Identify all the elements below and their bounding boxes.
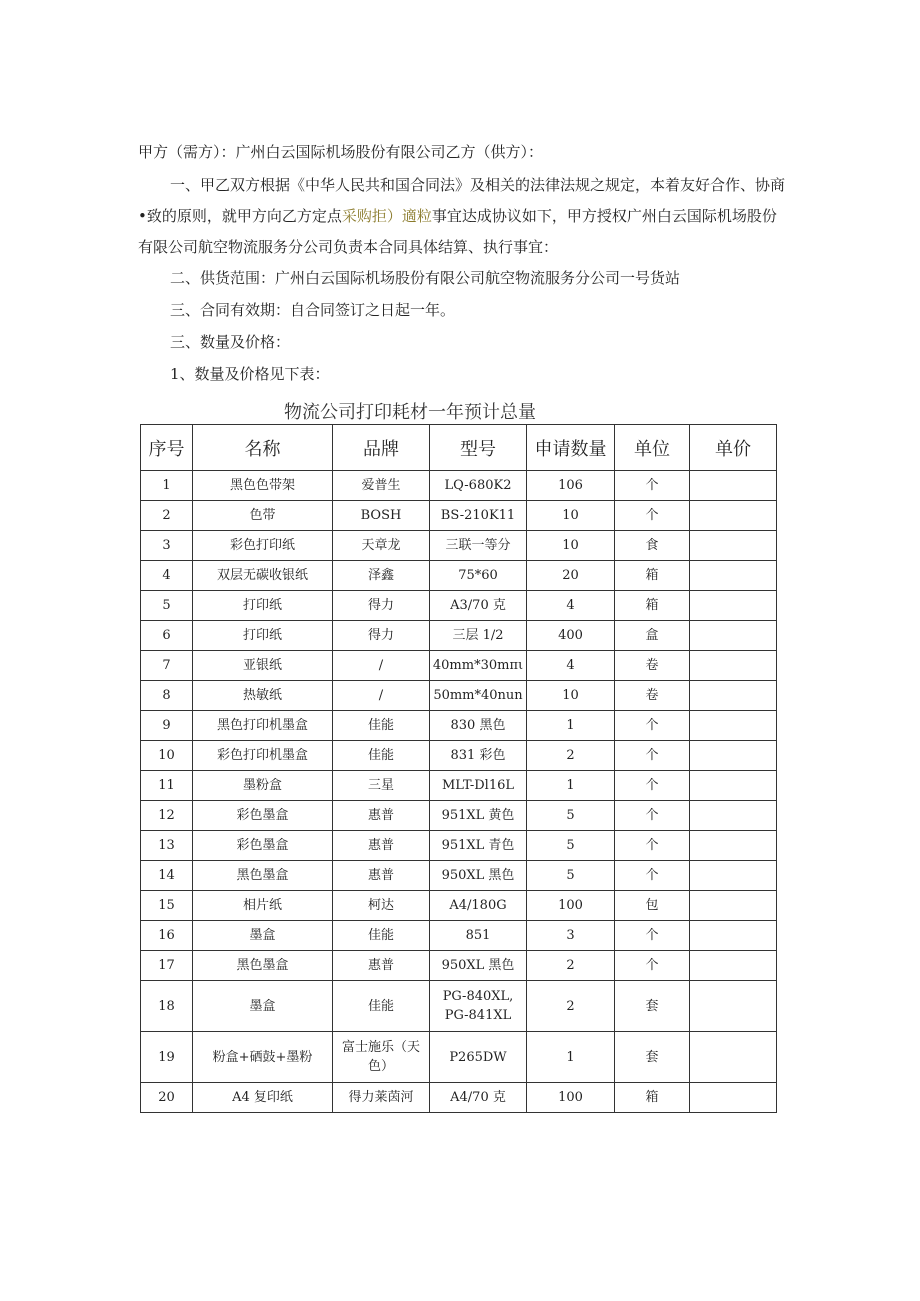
cell-brand: / (333, 651, 430, 681)
cell-unit-price (690, 681, 777, 711)
cell-model: 三层 1/2 (430, 621, 527, 651)
cell-seq: 13 (141, 831, 193, 861)
cell-seq: 19 (141, 1032, 193, 1083)
cell-brand: 佳能 (333, 921, 430, 951)
cell-unit: 个 (615, 501, 690, 531)
cell-name: 彩色打印纸 (193, 531, 333, 561)
header-unit-price: 单价 (690, 425, 777, 471)
cell-name: 彩色墨盒 (193, 801, 333, 831)
cell-name: 黑色打印机墨盒 (193, 711, 333, 741)
cell-quantity: 1 (527, 711, 615, 741)
cell-quantity: 2 (527, 981, 615, 1032)
header-model: 型号 (430, 425, 527, 471)
cell-quantity: 1 (527, 1032, 615, 1083)
cell-name: 彩色打印机墨盒 (193, 741, 333, 771)
cell-brand: 惠普 (333, 831, 430, 861)
cell-unit: 个 (615, 921, 690, 951)
cell-quantity: 2 (527, 741, 615, 771)
table-row (141, 891, 777, 921)
cell-unit-price (690, 951, 777, 981)
cell-seq: 16 (141, 921, 193, 951)
cell-seq: 8 (141, 681, 193, 711)
cell-unit-price (690, 1032, 777, 1083)
table-row (141, 711, 777, 741)
cell-brand: 得力莱茵河 (333, 1083, 430, 1113)
cell-name: 墨粉盒 (193, 771, 333, 801)
cell-brand: 佳能 (333, 711, 430, 741)
cell-name: 亚银纸 (193, 651, 333, 681)
cell-name: 相片纸 (193, 891, 333, 921)
cell-model: A4/180G (430, 891, 527, 921)
cell-brand: / (333, 681, 430, 711)
cell-model: LQ-680K2 (430, 471, 527, 501)
cell-quantity: 10 (527, 531, 615, 561)
cell-name: 色带 (193, 501, 333, 531)
cell-model: P265DW (430, 1032, 527, 1083)
table-row (141, 1083, 777, 1113)
cell-unit-price (690, 621, 777, 651)
header-unit: 单位 (615, 425, 690, 471)
cell-unit: 个 (615, 861, 690, 891)
cell-quantity: 10 (527, 681, 615, 711)
cell-model: 950XL 黑色 (430, 951, 527, 981)
table-row (141, 801, 777, 831)
cell-unit-price (690, 861, 777, 891)
cell-seq: 5 (141, 591, 193, 621)
cell-quantity: 4 (527, 591, 615, 621)
cell-unit: 包 (615, 891, 690, 921)
cell-brand: 富士施乐（天 色） (333, 1032, 430, 1083)
table-row (141, 831, 777, 861)
cell-unit: 个 (615, 471, 690, 501)
table-row (141, 1032, 777, 1083)
cell-seq: 2 (141, 501, 193, 531)
clause-4: 三、数量及价格： (170, 333, 291, 351)
table-row (141, 621, 777, 651)
cell-quantity: 400 (527, 621, 615, 651)
cell-unit: 卷 (615, 651, 690, 681)
cell-quantity: 20 (527, 561, 615, 591)
cell-brand: 惠普 (333, 861, 430, 891)
cell-unit-price (690, 561, 777, 591)
table-row (141, 861, 777, 891)
cell-unit: 箱 (615, 561, 690, 591)
cell-quantity: 106 (527, 471, 615, 501)
clause-5: 1、数量及价格见下表： (170, 365, 330, 383)
cell-unit-price (690, 651, 777, 681)
cell-seq: 6 (141, 621, 193, 651)
cell-brand: 泽鑫 (333, 561, 430, 591)
cell-model: 851 (430, 921, 527, 951)
cell-unit-price (690, 591, 777, 621)
cell-model: 75*60 (430, 561, 527, 591)
cell-brand: 柯达 (333, 891, 430, 921)
table-row (141, 681, 777, 711)
cell-name: 热敏纸 (193, 681, 333, 711)
cell-unit-price (690, 711, 777, 741)
cell-model: 40mm*30mπι (430, 651, 527, 681)
cell-model: MLT-Dl16L (430, 771, 527, 801)
cell-seq: 12 (141, 801, 193, 831)
clause-3: 三、合同有效期：自合同签订之日起一年。 (170, 301, 456, 319)
cell-seq: 7 (141, 651, 193, 681)
cell-unit: 个 (615, 771, 690, 801)
cell-seq: 20 (141, 1083, 193, 1113)
cell-unit-price (690, 831, 777, 861)
cell-unit-price (690, 501, 777, 531)
cell-unit: 个 (615, 741, 690, 771)
header-quantity: 申请数量 (527, 425, 615, 471)
table-row (141, 741, 777, 771)
cell-unit: 套 (615, 1032, 690, 1083)
cell-seq: 15 (141, 891, 193, 921)
cell-unit-price (690, 1083, 777, 1113)
cell-name: 打印纸 (193, 591, 333, 621)
header-seq: 序号 (141, 425, 193, 471)
cell-model: 951XL 黄色 (430, 801, 527, 831)
cell-brand: 佳能 (333, 981, 430, 1032)
cell-unit-price (690, 981, 777, 1032)
cell-brand: 得力 (333, 591, 430, 621)
cell-unit: 卷 (615, 681, 690, 711)
table-row (141, 771, 777, 801)
cell-quantity: 2 (527, 951, 615, 981)
cell-seq: 3 (141, 531, 193, 561)
table-row (141, 651, 777, 681)
table-row (141, 591, 777, 621)
cell-quantity: 5 (527, 801, 615, 831)
cell-unit: 个 (615, 951, 690, 981)
cell-name: A4 复印纸 (193, 1083, 333, 1113)
clause-1-text-a: 一、甲乙双方根据《中华人民共和国合同法》及相关的法律法规之规定，本着友好合作、协商•致的原则，就甲方向乙方定点 (138, 176, 786, 225)
cell-brand: 佳能 (333, 741, 430, 771)
cell-quantity: 100 (527, 1083, 615, 1113)
cell-model: 三联一等分 (430, 531, 527, 561)
party-line: 甲方（需方）：广州白云国际机场股份有限公司乙方（供方）： (138, 143, 544, 161)
cell-quantity: 3 (527, 921, 615, 951)
cell-brand: 得力 (333, 621, 430, 651)
table-row (141, 531, 777, 561)
cell-unit-price (690, 921, 777, 951)
cell-brand: BOSH (333, 501, 430, 531)
consumables-table (140, 424, 777, 1113)
table-row (141, 471, 777, 501)
cell-seq: 18 (141, 981, 193, 1032)
cell-seq: 11 (141, 771, 193, 801)
header-name: 名称 (193, 425, 333, 471)
cell-unit: 个 (615, 801, 690, 831)
table-row (141, 501, 777, 531)
cell-seq: 10 (141, 741, 193, 771)
table-row (141, 921, 777, 951)
cell-brand: 三星 (333, 771, 430, 801)
cell-model: 830 黑色 (430, 711, 527, 741)
cell-model: 831 彩色 (430, 741, 527, 771)
cell-name: 黑色色带架 (193, 471, 333, 501)
header-brand: 品牌 (333, 425, 430, 471)
cell-brand: 天章龙 (333, 531, 430, 561)
table-header-row (141, 425, 777, 471)
cell-unit-price (690, 471, 777, 501)
cell-unit: 盒 (615, 621, 690, 651)
table-body (141, 471, 777, 1113)
cell-brand: 爱普生 (333, 471, 430, 501)
cell-unit-price (690, 801, 777, 831)
cell-unit: 个 (615, 831, 690, 861)
cell-name: 粉盒+硒鼓+墨粉 (193, 1032, 333, 1083)
cell-quantity: 5 (527, 861, 615, 891)
cell-seq: 9 (141, 711, 193, 741)
table-row (141, 981, 777, 1032)
cell-seq: 1 (141, 471, 193, 501)
cell-unit: 箱 (615, 1083, 690, 1113)
cell-name: 黑色墨盒 (193, 861, 333, 891)
cell-brand: 惠普 (333, 951, 430, 981)
clause-1 (138, 170, 788, 263)
cell-quantity: 10 (527, 501, 615, 531)
cell-model: A3/70 克 (430, 591, 527, 621)
clause-2: 二、供货范围：广州白云国际机场股份有限公司航空物流服务分公司一号货站 (170, 269, 681, 287)
cell-model: 50mm*40nun (430, 681, 527, 711)
table-title: 物流公司打印耗材一年预计总量 (284, 402, 536, 423)
cell-unit: 个 (615, 711, 690, 741)
cell-name: 墨盒 (193, 981, 333, 1032)
cell-unit: 套 (615, 981, 690, 1032)
cell-seq: 17 (141, 951, 193, 981)
cell-quantity: 1 (527, 771, 615, 801)
cell-brand: 惠普 (333, 801, 430, 831)
cell-unit-price (690, 771, 777, 801)
clause-1-highlight: 采购拒）適粒 (341, 207, 432, 225)
cell-seq: 4 (141, 561, 193, 591)
cell-quantity: 4 (527, 651, 615, 681)
table-row (141, 561, 777, 591)
cell-model: A4/70 克 (430, 1083, 527, 1113)
cell-quantity: 5 (527, 831, 615, 861)
cell-unit-price (690, 741, 777, 771)
table-row (141, 951, 777, 981)
cell-name: 双层无碳收银纸 (193, 561, 333, 591)
cell-name: 彩色墨盒 (193, 831, 333, 861)
cell-model: 950XL 黑色 (430, 861, 527, 891)
clause-1-text-b: 事宜达成协议如下，甲方授权广州白云国际机场股份有限公司航空物流服务分公司负责本合同具体结算、执行事宜： (138, 207, 777, 256)
cell-model: BS-210K11 (430, 501, 527, 531)
cell-model: 951XL 青色 (430, 831, 527, 861)
cell-unit: 箱 (615, 591, 690, 621)
cell-name: 墨盒 (193, 921, 333, 951)
cell-seq: 14 (141, 861, 193, 891)
cell-name: 黑色墨盒 (193, 951, 333, 981)
cell-unit: 食 (615, 531, 690, 561)
cell-name: 打印纸 (193, 621, 333, 651)
cell-quantity: 100 (527, 891, 615, 921)
cell-unit-price (690, 891, 777, 921)
cell-model: PG-840XL, PG-841XL (430, 981, 527, 1032)
cell-unit-price (690, 531, 777, 561)
